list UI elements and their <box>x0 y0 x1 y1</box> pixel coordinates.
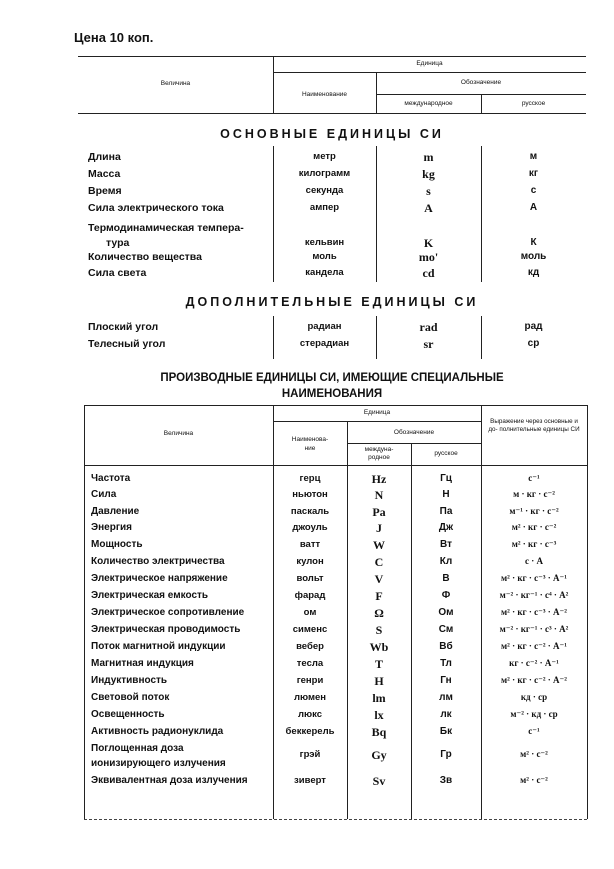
table2-header-quantity: Величина <box>163 430 194 437</box>
derived-row-intl-symbol: F <box>375 589 383 603</box>
derived-row-intl-symbol: W <box>373 538 385 552</box>
table2-header-bottom <box>84 465 587 466</box>
derived-row-intl-symbol: lx <box>374 708 384 722</box>
derived-row-expression: м² · кг · с⁻³ · А⁻² <box>501 607 567 617</box>
table1-header-quantity: Величина <box>160 80 191 87</box>
derived-row-unit-name: джоуль <box>292 522 328 533</box>
derived-row-quantity: Электрическая емкость <box>91 590 209 601</box>
basic-row-quantity-cont: тура <box>106 237 130 249</box>
derived-row-rus-symbol: Зв <box>439 775 453 786</box>
basic-row-quantity: Длина <box>88 151 121 163</box>
table1-header-name: Наименование <box>301 91 348 98</box>
derived-row-expression: м² · кг · с⁻² <box>511 522 557 532</box>
table1-header-designation: Обозначение <box>460 79 502 86</box>
derived-row-unit-name: зиверт <box>294 775 326 786</box>
derived-row-quantity: Освещенность <box>91 709 165 720</box>
table2-header-name-2: ние <box>304 445 316 452</box>
derived-row-intl-symbol: Sv <box>372 774 386 788</box>
derived-row-intl-symbol: Gy <box>371 748 387 762</box>
basic-row-unit-name: моль <box>312 251 337 262</box>
table2-left-border <box>84 405 85 819</box>
derived-row-expression: м · кг · с⁻² <box>513 489 555 499</box>
table1-top-border <box>78 56 586 57</box>
table2-unit-divider <box>273 421 481 422</box>
table1-header-russian: русское <box>521 100 546 107</box>
derived-row-intl-symbol: T <box>374 657 383 671</box>
derived-row-rus-symbol: Тл <box>440 658 452 669</box>
derived-row-intl-symbol: C <box>374 555 384 569</box>
derived-row-quantity: Мощность <box>91 539 143 550</box>
derived-row-quantity: Эквивалентная доза излучения <box>91 775 248 786</box>
derived-row-expression: м² · кг · с⁻³ <box>511 539 557 549</box>
derived-row-intl-symbol: H <box>374 674 384 688</box>
basic-row-intl-symbol: A <box>424 201 433 215</box>
derived-row-rus-symbol: Па <box>439 506 453 517</box>
derived-row-quantity: Световой поток <box>91 692 170 703</box>
derived-row-expression: кд · ср <box>520 692 548 702</box>
basic-row-intl-symbol: s <box>426 184 431 198</box>
derived-row-unit-name: тесла <box>296 658 324 669</box>
basic-row-intl-symbol: kg <box>422 167 435 181</box>
derived-row-intl-symbol: V <box>374 572 384 586</box>
supp-row-unit-name: радиан <box>307 321 342 332</box>
table1-header-international: международное <box>404 100 453 107</box>
basic-row-quantity: Термодинамическая темпера- <box>88 222 244 234</box>
derived-row-unit-name: ньютон <box>292 489 328 500</box>
basic-row-quantity: Количество вещества <box>88 251 202 263</box>
derived-row-intl-symbol: N <box>374 488 384 502</box>
derived-row-unit-name: ом <box>303 607 317 618</box>
basic-row-intl-symbol: K <box>423 236 434 250</box>
derived-row-intl-symbol: J <box>376 521 382 535</box>
supp-row-intl-symbol: sr <box>423 337 434 351</box>
derived-row-quantity: Поток магнитной индукции <box>91 641 226 652</box>
derived-row-rus-symbol: См <box>438 624 454 635</box>
derived-row-quantity: Магнитная индукция <box>91 658 194 669</box>
derived-row-unit-name: герц <box>299 473 321 484</box>
derived-row-rus-symbol: лм <box>439 692 453 703</box>
derived-row-rus-symbol: Дж <box>438 522 454 533</box>
derived-row-intl-symbol: Ω <box>374 606 384 620</box>
derived-row-unit-name: генри <box>296 675 324 686</box>
table2-header-designation: Обозначение <box>393 429 435 436</box>
derived-row-quantity: Электрическое сопротивление <box>91 607 245 618</box>
derived-row-expression: м² · с⁻² <box>520 749 548 759</box>
derived-row-quantity: Энергия <box>91 522 132 533</box>
derived-row-expression: м⁻¹ · кг · с⁻² <box>509 506 559 516</box>
derived-row-rus-symbol: Вб <box>439 641 453 652</box>
table2-header-intl-1: междуна- <box>364 446 394 453</box>
table1-unit-divider <box>273 72 586 73</box>
derived-row-rus-symbol: Гн <box>440 675 452 686</box>
derived-row-expression: м² · с⁻² <box>520 775 548 785</box>
basic-row-rus-symbol: кг <box>528 168 539 179</box>
table2-designation-divider <box>347 443 481 444</box>
derived-row-quantity: Электрическая проводимость <box>91 624 241 635</box>
table2-header-intl-2: родное <box>368 454 390 461</box>
derived-row-intl-symbol: Bq <box>371 725 387 739</box>
derived-row-intl-symbol: Hz <box>371 472 387 486</box>
basic-row-intl-symbol: m <box>423 150 434 164</box>
table2-top-border <box>84 405 587 406</box>
derived-row-rus-symbol: Ф <box>441 590 451 601</box>
derived-row-unit-name: люмен <box>293 692 327 703</box>
table1-col-line-1 <box>273 146 274 282</box>
derived-row-unit-name: фарад <box>294 590 326 601</box>
derived-row-unit-name: паскаль <box>290 506 330 517</box>
derived-row-unit-name: ватт <box>299 539 321 550</box>
table2-bottom-border <box>84 819 587 820</box>
derived-row-rus-symbol: Бк <box>439 726 453 737</box>
derived-row-unit-name: грэй <box>299 749 321 760</box>
derived-row-expression: с⁻¹ <box>528 473 540 483</box>
supp-row-quantity: Телесный угол <box>88 338 166 350</box>
derived-row-unit-name: сименс <box>292 624 328 635</box>
derived-row-rus-symbol: Вт <box>440 539 452 550</box>
derived-row-quantity: Количество электричества <box>91 556 225 567</box>
basic-row-rus-symbol: м <box>529 151 538 162</box>
basic-row-quantity: Сила электрического тока <box>88 202 224 214</box>
basic-row-rus-symbol: моль <box>520 251 547 262</box>
basic-row-unit-name: кандела <box>305 267 344 278</box>
basic-row-unit-name: секунда <box>305 185 344 196</box>
derived-row-quantity: Сила <box>91 489 117 500</box>
table2-header-unit: Единица <box>363 409 391 416</box>
supplementary-units-section-title: ДОПОЛНИТЕЛЬНЫЕ ЕДИНИЦЫ СИ <box>185 295 479 309</box>
derived-row-quantity: Давление <box>91 506 140 517</box>
basic-row-quantity: Масса <box>88 168 121 180</box>
derived-row-expression: м² · кг · с⁻³ · А⁻¹ <box>501 573 567 583</box>
table2-header-name-1: Наименова- <box>291 436 329 443</box>
derived-row-expression: м² · кг · с⁻² · А⁻² <box>501 675 567 685</box>
basic-row-unit-name: ампер <box>309 202 340 213</box>
table2-right-border <box>587 405 588 819</box>
table1-header-unit: Единица <box>416 60 443 67</box>
table2-header-expression: Выражение через основные и до- полнительные единицы СИ <box>488 418 580 433</box>
table2-header-russian: русское <box>434 450 458 457</box>
basic-units-section-title: ОСНОВНЫЕ ЕДИНИЦЫ СИ <box>220 127 444 141</box>
supp-row-quantity: Плоский угол <box>88 321 159 333</box>
derived-units-title-line-2: НАИМЕНОВАНИЯ <box>281 388 383 400</box>
basic-row-rus-symbol: К <box>530 237 537 248</box>
derived-row-rus-symbol: В <box>442 573 450 584</box>
derived-row-quantity: Электрическое напряжение <box>91 573 228 584</box>
basic-row-intl-symbol: mo' <box>418 250 439 264</box>
derived-row-intl-symbol: S <box>375 623 383 637</box>
basic-row-quantity: Время <box>88 185 122 197</box>
derived-row-quantity: Индуктивность <box>91 675 168 686</box>
basic-row-unit-name: метр <box>313 151 336 162</box>
derived-row-intl-symbol: Pa <box>372 505 386 519</box>
derived-row-rus-symbol: Н <box>442 489 450 500</box>
basic-row-unit-name: килограмм <box>298 168 351 179</box>
supp-row-unit-name: стерадиан <box>299 338 350 349</box>
basic-row-intl-symbol: cd <box>422 266 435 280</box>
price-label: Цена 10 коп. <box>74 30 154 45</box>
derived-row-expression: с⁻¹ <box>528 726 540 736</box>
derived-row-rus-symbol: Гц <box>440 473 452 484</box>
derived-row-unit-name: люкс <box>297 709 323 720</box>
basic-row-rus-symbol: А <box>529 202 538 213</box>
derived-row-quantity: Активность радионуклида <box>91 726 224 737</box>
derived-row-expression: м⁻² · кг⁻¹ · с⁴ · А² <box>499 590 569 600</box>
derived-row-quantity: Поглощенная доза <box>91 743 184 754</box>
derived-row-unit-name: вольт <box>296 573 324 584</box>
basic-row-rus-symbol: с <box>530 185 537 196</box>
derived-row-rus-symbol: лк <box>440 709 452 720</box>
derived-row-expression: с · А <box>525 556 543 566</box>
derived-row-rus-symbol: Гр <box>440 749 452 760</box>
supp-row-rus-symbol: рад <box>524 321 543 332</box>
basic-row-quantity: Сила света <box>88 267 147 279</box>
derived-row-rus-symbol: Ом <box>438 607 454 618</box>
derived-row-expression: м⁻² · кг⁻¹ · с³ · А² <box>499 624 569 634</box>
table1-header-bottom <box>78 113 586 114</box>
derived-row-quantity: Частота <box>91 473 131 484</box>
derived-row-unit-name: вебер <box>296 641 324 652</box>
derived-row-expression: м² · кг · с⁻² · А⁻¹ <box>501 641 567 651</box>
derived-row-expression: кг · с⁻² · А⁻¹ <box>509 658 559 668</box>
derived-units-title-line-1: ПРОИЗВОДНЫЕ ЕДИНИЦЫ СИ, ИМЕЮЩИЕ СПЕЦИАЛЬНЫЕ <box>160 372 504 384</box>
derived-row-expression: м⁻² · кд · ср <box>510 709 558 719</box>
derived-row-unit-name: кулон <box>296 556 324 567</box>
derived-row-quantity-cont: ионизирующего излучения <box>91 758 226 769</box>
derived-row-unit-name: беккерель <box>285 726 335 737</box>
basic-row-unit-name: кельвин <box>304 237 345 248</box>
derived-row-intl-symbol: Wb <box>369 640 389 654</box>
supp-row-intl-symbol: rad <box>419 320 438 334</box>
basic-row-rus-symbol: кд <box>527 267 540 278</box>
derived-row-rus-symbol: Кл <box>439 556 453 567</box>
supp-row-rus-symbol: ср <box>527 338 540 349</box>
derived-row-intl-symbol: lm <box>372 691 386 705</box>
